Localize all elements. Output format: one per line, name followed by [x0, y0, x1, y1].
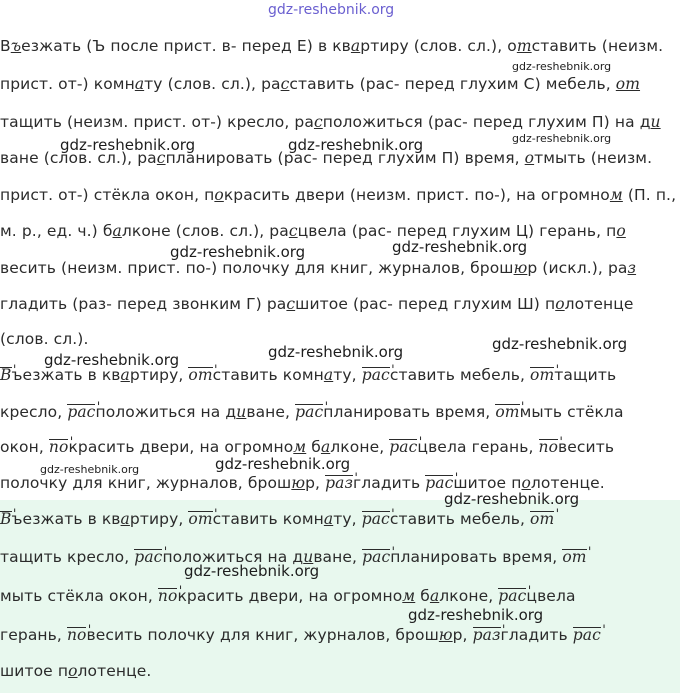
text-segment: весить (неизм. прист. по-) полочку для книг, журналов, брош	[0, 259, 514, 277]
watermark: gdz-reshebnik.org	[184, 562, 320, 580]
text-segment: ртиру,	[129, 510, 189, 528]
text-segment: цвела герань,	[417, 438, 539, 456]
text-segment: ставить (рас- перед глухим С) мебель,	[289, 75, 616, 93]
text-segment: р,	[305, 474, 326, 492]
text-segment: м. р., ед. ч.) б	[0, 222, 113, 240]
text-segment: лотенце	[564, 295, 634, 313]
text-segment: ставить (неизм.	[531, 37, 664, 55]
text-segment: гладить	[500, 626, 573, 644]
text-segment: лотенце.	[77, 662, 152, 680]
text-segment: красить двери, на огромно	[177, 587, 403, 605]
block1-line	[0, 37, 663, 55]
prefix-mark: раз '	[325, 475, 353, 492]
spelling-letter: с	[286, 295, 296, 313]
block3-line	[0, 662, 151, 680]
prefix-mark: от '	[530, 367, 554, 384]
spelling-letter: от	[615, 75, 641, 93]
spelling-letter: с	[156, 149, 166, 167]
prefix-mark: по '	[67, 627, 87, 644]
prefix-mark: рас '	[425, 475, 453, 492]
spelling-letter: з	[627, 259, 637, 277]
text-segment: ту,	[333, 510, 362, 528]
spelling-letter: с	[280, 75, 290, 93]
watermark: gdz-reshebnik.org	[512, 132, 612, 145]
prefix-mark: рас '	[67, 404, 95, 421]
watermark: gdz-reshebnik.org	[392, 238, 528, 256]
block1-line	[0, 259, 636, 277]
prefix-mark: рас '	[389, 439, 417, 456]
text-segment: лконе (слов. сл.), ра	[121, 222, 289, 240]
text-segment: цвела (рас- перед глухим Ц) герань, п	[297, 222, 617, 240]
prefix-mark: рас '	[362, 511, 390, 528]
watermark: gdz-reshebnik.org	[444, 490, 580, 508]
prefix-mark: от '	[562, 549, 586, 566]
block3-line	[0, 510, 554, 528]
text-segment: гладить	[353, 474, 426, 492]
spelling-letter: о	[68, 662, 78, 680]
watermark: gdz-reshebnik.org	[288, 136, 424, 154]
block2-line	[0, 403, 624, 421]
text-segment: ъезжать в кв	[11, 510, 121, 528]
prefix-mark: раз '	[473, 627, 501, 644]
prefix-mark: по '	[49, 439, 69, 456]
block1-line	[0, 222, 626, 240]
watermark: gdz-reshebnik.org	[44, 351, 180, 369]
block1-line	[0, 330, 88, 348]
watermark: gdz-reshebnik.org	[170, 243, 306, 261]
spelling-letter: а	[320, 438, 331, 456]
prefix-mark: от '	[495, 404, 519, 421]
text-segment: езжать (Ъ после прист. в- перед Е) в кв	[21, 37, 351, 55]
block1-line	[0, 75, 640, 93]
text-segment: ване,	[246, 403, 296, 421]
prefix-mark: В '	[0, 511, 12, 528]
prefix-mark: от '	[188, 367, 212, 384]
text-segment: лотенце.	[530, 474, 605, 492]
block1-line	[0, 113, 661, 131]
text-segment: мыть стёкла окон,	[0, 587, 158, 605]
prefix-mark: рас '	[362, 549, 390, 566]
text-segment: р,	[452, 626, 473, 644]
text-segment: положиться на д	[162, 548, 304, 566]
text-segment: В	[0, 37, 11, 55]
spelling-letter: а	[112, 222, 122, 240]
text-segment: прист. от-) комн	[0, 75, 135, 93]
prefix-mark: от '	[188, 511, 212, 528]
text-segment: тмыть (неизм.	[534, 149, 653, 167]
text-segment: положиться на д	[95, 403, 237, 421]
text-segment: полочку для книг, журналов, брош	[0, 474, 292, 492]
text-segment: тащить	[554, 366, 617, 384]
prefix-mark: по '	[539, 439, 559, 456]
spelling-letter: с	[313, 113, 323, 131]
text-segment: (слов. сл.).	[0, 330, 89, 348]
spelling-letter: ю	[291, 474, 306, 492]
text-segment: ставить комн	[212, 510, 324, 528]
spelling-letter: о	[555, 295, 565, 313]
text-segment: ване (слов. сл.), ра	[0, 149, 157, 167]
text-segment: ставить мебель,	[389, 510, 531, 528]
text-segment: шитое п	[0, 662, 69, 680]
text-segment: б	[306, 438, 321, 456]
text-segment: красить двери (неизм. прист. по-), на огромно	[223, 186, 610, 204]
prefix-mark: рас '	[573, 627, 601, 644]
spelling-letter: и	[236, 403, 247, 421]
text-segment: б	[415, 587, 430, 605]
text-segment: ване,	[313, 548, 363, 566]
spelling-letter: и	[303, 548, 314, 566]
prefix-mark: рас '	[295, 404, 323, 421]
prefix-mark: рас '	[498, 588, 526, 605]
block1-line	[0, 295, 634, 313]
spelling-letter: ю	[438, 626, 453, 644]
text-segment: весить	[558, 438, 615, 456]
spelling-letter: м	[402, 587, 416, 605]
text-segment: тащить (неизм. прист. от-) кресло, ра	[0, 113, 314, 131]
watermark: gdz-reshebnik.org	[512, 60, 612, 73]
text-segment: шитое (рас- перед глухим Ш) п	[295, 295, 556, 313]
text-segment: лконе,	[439, 587, 499, 605]
spelling-letter: а	[120, 510, 130, 528]
spelling-letter: о	[214, 186, 224, 204]
text-segment: мыть стёкла	[519, 403, 624, 421]
spelling-letter: о	[521, 474, 531, 492]
spelling-letter: а	[134, 75, 145, 93]
spelling-letter: а	[350, 37, 361, 55]
prefix-mark: рас '	[134, 549, 162, 566]
watermark: gdz-reshebnik.org	[268, 343, 404, 361]
prefix-mark: В '	[0, 367, 12, 384]
text-segment: ту,	[333, 366, 362, 384]
text-segment: (П. п.,	[622, 186, 677, 204]
text-segment: ставить комн	[212, 366, 324, 384]
block3-line	[0, 587, 576, 605]
text-segment: ъезжать в кв	[11, 366, 121, 384]
spelling-letter: м	[609, 186, 623, 204]
block3-line	[0, 626, 601, 644]
text-segment: красить двери, на огромно	[68, 438, 294, 456]
spelling-letter: а	[323, 366, 334, 384]
text-segment: весить полочку для книг, журналов, брош	[86, 626, 439, 644]
text-segment: тащить кресло,	[0, 548, 135, 566]
spelling-letter: а	[429, 587, 440, 605]
spelling-letter: а	[120, 366, 130, 384]
text-segment: прист. от-) стёкла окон, п	[0, 186, 215, 204]
spelling-letter: и	[650, 113, 661, 131]
text-segment: р (искл.), ра	[527, 259, 628, 277]
text-segment: кресло,	[0, 403, 68, 421]
watermark: gdz-reshebnik.org	[408, 606, 544, 624]
prefix-mark: от '	[530, 511, 554, 528]
text-segment: положиться (рас- перед глухим П) на д	[322, 113, 651, 131]
text-segment: ртиру,	[129, 366, 189, 384]
block1-line	[0, 186, 676, 204]
watermark: gdz-reshebnik.org	[215, 455, 351, 473]
text-segment: цвела	[526, 587, 576, 605]
text-segment: ставить мебель,	[389, 366, 531, 384]
watermark: gdz-reshebnik.org	[40, 463, 140, 476]
text-segment: гладить (раз- перед звонким Г) ра	[0, 295, 287, 313]
spelling-letter: а	[323, 510, 334, 528]
text-segment: планировать время,	[390, 548, 563, 566]
spelling-letter: о	[524, 149, 535, 167]
text-segment: окон,	[0, 438, 49, 456]
prefix-mark: по '	[158, 588, 178, 605]
text-segment: лконе,	[330, 438, 390, 456]
text-segment: ртиру (слов. сл.), о	[360, 37, 517, 55]
text-segment: планировать (рас- перед глухим П) время,	[165, 149, 525, 167]
spelling-letter: ъ	[10, 37, 22, 55]
block2-line	[0, 438, 614, 456]
spelling-letter: о	[616, 222, 626, 240]
watermark: gdz-reshebnik.org	[60, 136, 196, 154]
text-segment: герань,	[0, 626, 67, 644]
text-segment: ту (слов. сл.), ра	[144, 75, 281, 93]
text-segment: планировать время,	[323, 403, 496, 421]
watermark-top: gdz-reshebnik.org	[268, 2, 395, 18]
text-segment: шитое п	[453, 474, 522, 492]
spelling-letter: с	[288, 222, 298, 240]
watermark: gdz-reshebnik.org	[492, 335, 628, 353]
spelling-letter: т	[516, 37, 532, 55]
prefix-mark: рас '	[362, 367, 390, 384]
spelling-letter: м	[293, 438, 307, 456]
spelling-letter: ю	[513, 259, 528, 277]
